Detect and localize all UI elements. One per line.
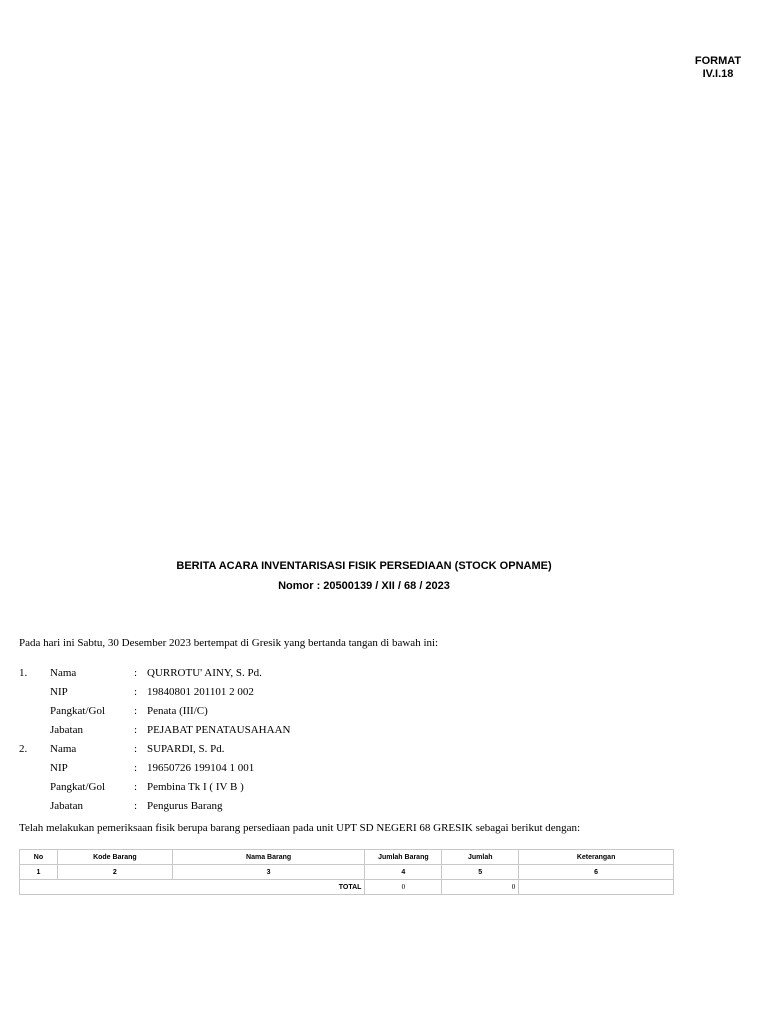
table-header-row: [20, 850, 674, 865]
header-keterangan: Keterangan: [519, 850, 674, 865]
total-keterangan: [519, 880, 674, 895]
person-1-rank-row: [19, 701, 290, 720]
intro-paragraph: Pada hari ini Sabtu, 30 Desember 2023 bertempat di Gresik yang bertanda tangan di bawah ini:: [19, 637, 439, 649]
format-label: FORMAT: [694, 55, 742, 67]
field-label: NIP: [50, 761, 68, 774]
column-number: 3: [172, 865, 365, 880]
column-number: 5: [442, 865, 519, 880]
column-number: 4: [365, 865, 442, 880]
header-jumlah: Jumlah: [442, 850, 519, 865]
field-label: NIP: [50, 685, 68, 698]
field-colon: :: [134, 799, 138, 812]
person-2-position-row: [19, 796, 290, 815]
table-column-number-row: [20, 865, 674, 880]
column-number: 6: [519, 865, 674, 880]
column-number: 2: [57, 865, 172, 880]
field-label: Pangkat/Gol: [50, 780, 105, 793]
field-value: SUPARDI, S. Pd.: [147, 742, 225, 755]
table-total-row: [20, 880, 674, 895]
person-number: 2.: [19, 742, 28, 755]
field-label: Jabatan: [50, 723, 83, 736]
person-1-name-row: [19, 663, 290, 682]
document-number: Nomor : 20500139 / XII / 68 / 2023: [278, 580, 450, 592]
person-1-position-row: [19, 720, 290, 739]
field-value: PEJABAT PENATAUSAHAAN: [147, 723, 291, 736]
header-jumlah-barang: Jumlah Barang: [365, 850, 442, 865]
total-jumlah: 0: [442, 880, 519, 895]
person-1-nip-row: [19, 682, 290, 701]
field-value: QURROTU' AINY, S. Pd.: [147, 666, 262, 679]
field-colon: :: [134, 704, 138, 717]
header-no: No: [20, 850, 58, 865]
field-value: Pembina Tk I ( IV B ): [147, 780, 244, 793]
field-colon: :: [134, 780, 138, 793]
stock-table: [19, 849, 674, 895]
person-2-nip-row: [19, 758, 290, 777]
column-number: 1: [20, 865, 58, 880]
total-label: TOTAL: [20, 880, 365, 895]
field-label: Nama: [50, 666, 77, 679]
field-colon: :: [134, 742, 138, 755]
outro-paragraph: Telah melakukan pemeriksaan fisik berupa barang persediaan pada unit UPT SD NEGERI 68 GRESIK sebagai berikut dengan:: [19, 822, 581, 834]
persons-list: [19, 663, 290, 815]
total-jumlah-barang: 0: [365, 880, 442, 895]
field-value: Pengurus Barang: [147, 799, 223, 812]
field-label: Jabatan: [50, 799, 83, 812]
person-number: 1.: [19, 666, 28, 679]
field-colon: :: [134, 761, 138, 774]
field-colon: :: [134, 685, 138, 698]
field-value: Penata (III/C): [147, 704, 208, 717]
document-title: BERITA ACARA INVENTARISASI FISIK PERSEDIAAN (STOCK OPNAME): [176, 560, 552, 572]
field-label: Nama: [50, 742, 77, 755]
person-2-name-row: [19, 739, 290, 758]
person-2-rank-row: [19, 777, 290, 796]
field-value: 19840801 201101 2 002: [147, 685, 254, 698]
format-number: IV.I.18: [702, 68, 734, 80]
format-code: [680, 55, 756, 81]
field-value: 19650726 199104 1 001: [147, 761, 255, 774]
header-kode-barang: Kode Barang: [57, 850, 172, 865]
field-colon: :: [134, 666, 138, 679]
header-nama-barang: Nama Barang: [172, 850, 365, 865]
field-colon: :: [134, 723, 138, 736]
field-label: Pangkat/Gol: [50, 704, 105, 717]
